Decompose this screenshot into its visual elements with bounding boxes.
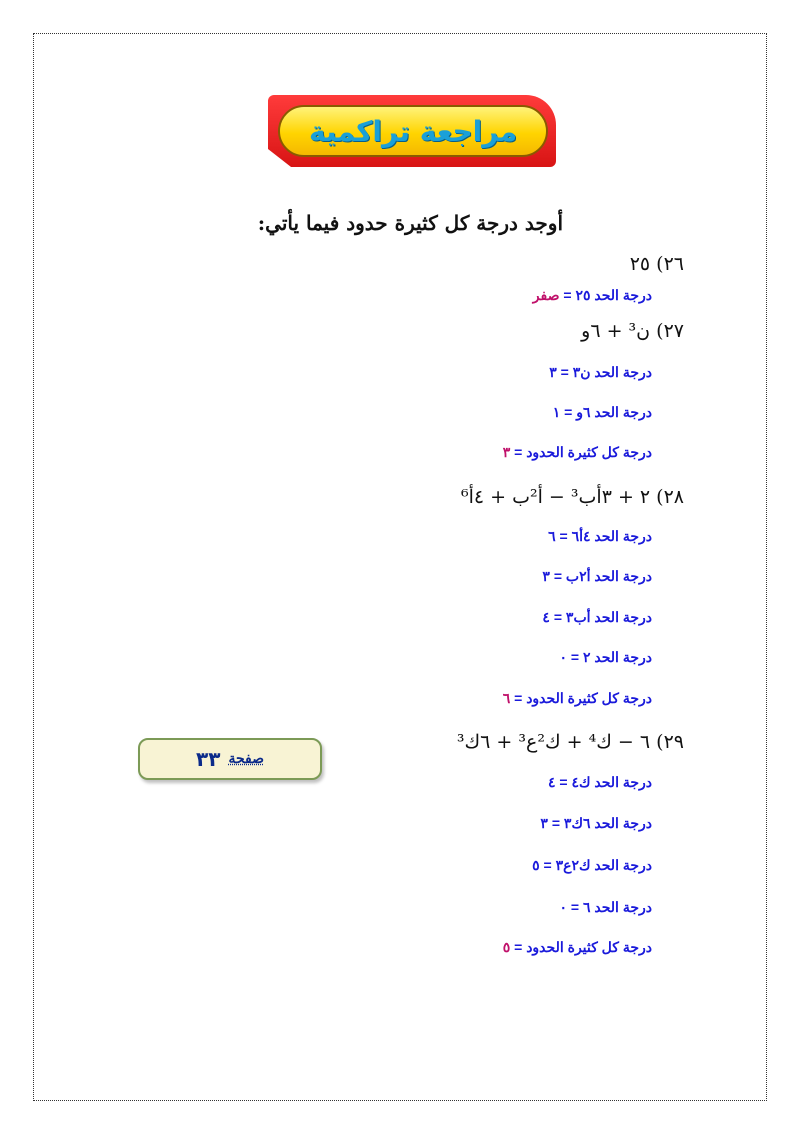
answer-line: درجة كل كثيرة الحدود = ٣ [502,444,652,460]
question-26: ٢٦) ٢٥ [629,253,684,275]
page-label: صفحة [228,751,264,767]
answer-line: درجة الحد ك٢ع٣ = ٥ [532,857,652,873]
answer-line: درجة الحد ٢٥ = صفر [532,287,652,303]
question-27: ٢٧) ن³ + ٦و [581,320,684,342]
answer-line: درجة كل كثيرة الحدود = ٥ [502,939,652,955]
page-number: ٣٣ [196,747,221,771]
banner-pill [278,105,548,157]
answer-line: درجة الحد أ٢ب = ٣ [542,568,652,584]
question-28: ٢٨) ٢ + ٣أب³ − أ²ب + ٤أ⁶ [460,486,684,508]
answer-line: درجة كل كثيرة الحدود = ٦ [502,690,652,706]
title-banner [268,95,556,167]
page-title: مراجعة تراكمية [308,114,518,148]
answer-line: درجة الحد ن٣ = ٣ [549,364,652,380]
answer-line: درجة الحد أب٣ = ٤ [542,609,652,625]
page-number-badge [138,738,322,780]
question-29: ٢٩) ٦ − ك⁴ + ك²ع³ + ٦ك³ [456,731,684,753]
answer-line: درجة الحد ٦و = ١ [552,404,652,420]
answer-line: درجة الحد ٦ك٣ = ٣ [540,815,652,831]
answer-line: درجة الحد ك٤ = ٤ [547,774,652,790]
answer-line: درجة الحد ٤أ٦ = ٦ [548,528,652,544]
answer-line: درجة الحد ٦ = ٠ [559,899,652,915]
page-border [33,33,767,1101]
instruction: أوجد درجة كل كثيرة حدود فيما يأتي: [257,211,563,235]
answer-line: درجة الحد ٢ = ٠ [559,649,652,665]
